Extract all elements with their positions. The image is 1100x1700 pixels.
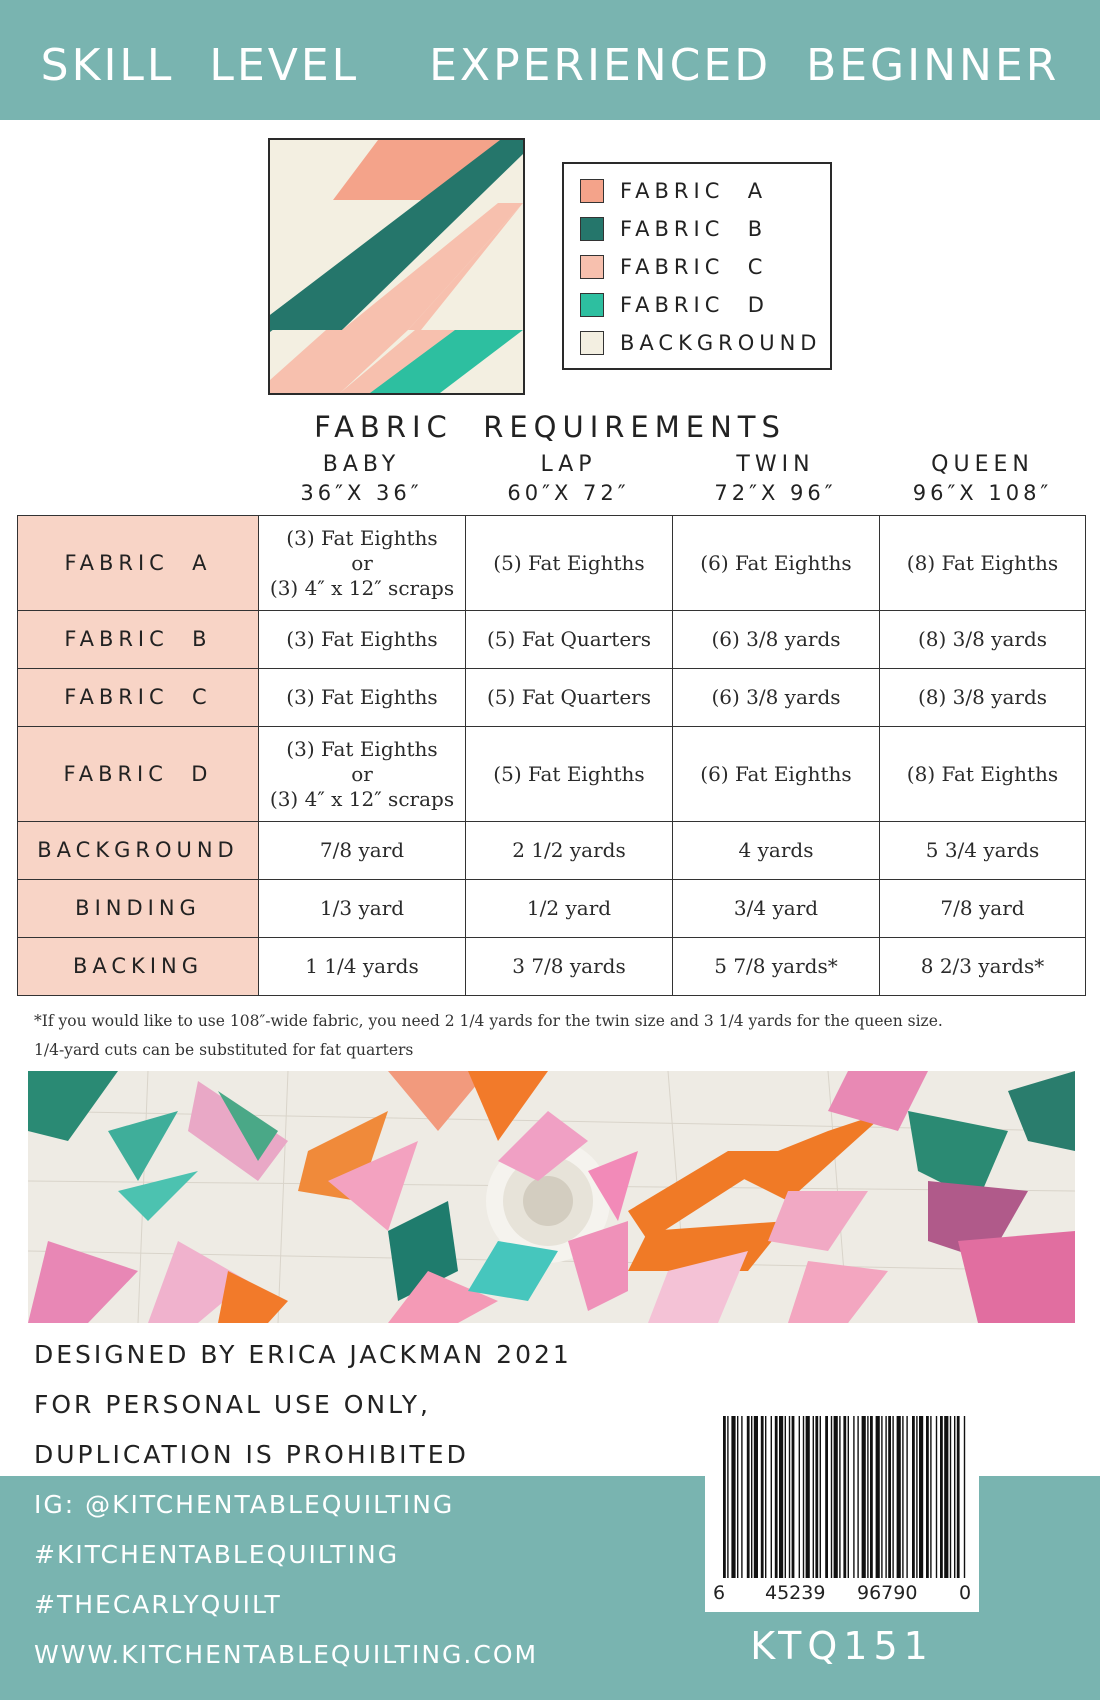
quilt-photo bbox=[28, 1071, 1075, 1323]
table-cell: 4 yards bbox=[673, 822, 880, 880]
barcode-bar bbox=[870, 1416, 873, 1578]
legend-label: BACKGROUND bbox=[620, 331, 822, 355]
barcode-bar bbox=[820, 1416, 821, 1578]
table-row bbox=[18, 938, 1086, 996]
fabric-requirements-title: FABRIC REQUIREMENTS bbox=[314, 410, 786, 444]
barcode-bar bbox=[964, 1416, 965, 1578]
table-body bbox=[18, 516, 1086, 996]
size-dimensions: 96″X 108″ bbox=[912, 481, 1053, 505]
barcode-bar bbox=[843, 1416, 846, 1578]
quilt-block-svg bbox=[270, 140, 523, 393]
barcode-digit-group: 6 bbox=[713, 1582, 726, 1604]
barcode-bar bbox=[954, 1416, 955, 1578]
barcode-bar bbox=[957, 1416, 960, 1578]
table-cell: 1 1/4 yards bbox=[259, 938, 466, 996]
table-cell: (3) Fat Eighths or (3) 4″ x 12″ scraps bbox=[259, 516, 466, 611]
legend-label: FABRIC A bbox=[620, 179, 768, 203]
barcode-bar bbox=[940, 1416, 943, 1578]
table-row bbox=[18, 669, 1086, 727]
table-cell: 8 2/3 yards* bbox=[880, 938, 1086, 996]
barcode-bar bbox=[950, 1416, 951, 1578]
duplication-notice: DUPLICATION IS PROHIBITED bbox=[34, 1440, 469, 1469]
row-header: FABRIC C bbox=[18, 669, 259, 727]
row-header: FABRIC A bbox=[18, 516, 259, 611]
table-cell: (8) 3/8 yards bbox=[880, 611, 1086, 669]
barcode-bar bbox=[737, 1416, 738, 1578]
table-cell: (5) Fat Eighths bbox=[466, 516, 673, 611]
barcode-bar bbox=[897, 1416, 901, 1578]
hashtag-kitchentablequilting: #KITCHENTABLEQUILTING bbox=[34, 1540, 400, 1569]
table-cell: (6) 3/8 yards bbox=[673, 669, 880, 727]
legend-swatch bbox=[580, 293, 604, 317]
size-dimensions: 36″X 36″ bbox=[300, 481, 423, 505]
header-band bbox=[0, 0, 1100, 120]
table-cell: 1/3 yard bbox=[259, 880, 466, 938]
barcode-digit-group: 96790 bbox=[857, 1582, 918, 1604]
row-header: FABRIC B bbox=[18, 611, 259, 669]
size-dimensions: 60″X 72″ bbox=[507, 481, 630, 505]
legend-item-fabric-d bbox=[580, 292, 769, 318]
barcode-digit-group: 45239 bbox=[765, 1582, 826, 1604]
size-header-queen bbox=[879, 452, 1086, 505]
table-row bbox=[18, 822, 1086, 880]
quilt-photo-svg bbox=[28, 1071, 1075, 1323]
size-name: BABY bbox=[322, 452, 401, 477]
barcode-bar bbox=[761, 1416, 764, 1578]
legend-swatch bbox=[580, 179, 604, 203]
row-header: BINDING bbox=[18, 880, 259, 938]
table-cell: (6) Fat Eighths bbox=[673, 516, 880, 611]
table-cell: (3) Fat Eighths bbox=[259, 611, 466, 669]
table-cell: (6) 3/8 yards bbox=[673, 611, 880, 669]
backing-footnote: *If you would like to use 108″-wide fabric, you need 2 1/4 yards for the twin size and 3 1/4 yards for the queen size. bbox=[34, 1012, 943, 1030]
barcode-bar bbox=[885, 1416, 886, 1578]
barcode-bar bbox=[765, 1416, 766, 1578]
fabric-legend bbox=[562, 162, 832, 370]
table-cell: 3/4 yard bbox=[673, 880, 880, 938]
barcode-bar bbox=[747, 1416, 750, 1578]
fabric-requirements-table bbox=[17, 515, 1086, 996]
table-cell: 7/8 yard bbox=[259, 822, 466, 880]
barcode-bar bbox=[751, 1416, 752, 1578]
legend-label: FABRIC C bbox=[620, 255, 768, 279]
barcode-bar bbox=[834, 1416, 838, 1578]
barcode-bar bbox=[888, 1416, 891, 1578]
row-header: BACKING bbox=[18, 938, 259, 996]
table-row bbox=[18, 516, 1086, 611]
legend-label: FABRIC B bbox=[620, 217, 768, 241]
table-cell: 5 3/4 yards bbox=[880, 822, 1086, 880]
size-name: LAP bbox=[540, 452, 597, 477]
table-cell: 5 7/8 yards* bbox=[673, 938, 880, 996]
barcode-bar bbox=[771, 1416, 772, 1578]
legend-swatch bbox=[580, 217, 604, 241]
barcode-bar bbox=[727, 1416, 728, 1578]
skill-level-title: SKILL LEVEL EXPERIENCED BEGINNER bbox=[40, 40, 1060, 91]
table-cell: (3) Fat Eighths bbox=[259, 669, 466, 727]
table-row bbox=[18, 727, 1086, 822]
legend-item-fabric-b bbox=[580, 216, 767, 242]
barcode-bar bbox=[912, 1416, 915, 1578]
table-cell: (3) Fat Eighths or (3) 4″ x 12″ scraps bbox=[259, 727, 466, 822]
hashtag-thecarlyquilt: #THECARLYQUILT bbox=[34, 1590, 282, 1619]
row-header: BACKGROUND bbox=[18, 822, 259, 880]
barcode-bar bbox=[799, 1416, 800, 1578]
barcode-bar bbox=[806, 1416, 810, 1578]
legend-item-fabric-c bbox=[580, 254, 767, 280]
barcode-bar bbox=[926, 1416, 929, 1578]
barcode-bar bbox=[862, 1416, 866, 1578]
table-cell: 1/2 yard bbox=[466, 880, 673, 938]
legend-label: FABRIC D bbox=[620, 293, 769, 317]
table-cell: (8) Fat Eighths bbox=[880, 727, 1086, 822]
barcode-bar bbox=[779, 1416, 783, 1578]
barcode-bar bbox=[813, 1416, 814, 1578]
barcode-bars bbox=[705, 1402, 979, 1582]
barcode-bar bbox=[825, 1416, 828, 1578]
barcode-digits bbox=[705, 1582, 979, 1606]
barcode-bar bbox=[831, 1416, 832, 1578]
barcode-bar bbox=[936, 1416, 937, 1578]
table-cell: (6) Fat Eighths bbox=[673, 727, 880, 822]
quilt-block-illustration bbox=[268, 138, 525, 395]
barcode-bar bbox=[803, 1416, 804, 1578]
barcode-bar bbox=[916, 1416, 917, 1578]
barcode-bar bbox=[792, 1416, 795, 1578]
legend-swatch bbox=[580, 255, 604, 279]
table-cell: 2 1/2 yards bbox=[466, 822, 673, 880]
size-dimensions: 72″X 96″ bbox=[714, 481, 837, 505]
barcode-bar bbox=[848, 1416, 849, 1578]
barcode-digit-group: 0 bbox=[959, 1582, 972, 1604]
size-header-baby bbox=[258, 452, 465, 505]
product-sku: KTQ151 bbox=[750, 1624, 934, 1668]
size-header-lap bbox=[465, 452, 672, 505]
table-cell: (8) Fat Eighths bbox=[880, 516, 1086, 611]
table-row bbox=[18, 880, 1086, 938]
table-cell: (5) Fat Quarters bbox=[466, 611, 673, 669]
legend-swatch bbox=[580, 331, 604, 355]
table-row bbox=[18, 611, 1086, 669]
table-cell: (5) Fat Quarters bbox=[466, 669, 673, 727]
barcode-bar bbox=[785, 1416, 786, 1578]
barcode-bar bbox=[930, 1416, 931, 1578]
size-name: QUEEN bbox=[931, 452, 1034, 477]
size-header-twin bbox=[672, 452, 879, 505]
barcode-bar bbox=[902, 1416, 903, 1578]
table-cell: 7/8 yard bbox=[880, 880, 1086, 938]
barcode-bar bbox=[906, 1416, 907, 1578]
designer-credit: DESIGNED BY ERICA JACKMAN 2021 bbox=[34, 1340, 572, 1369]
website-url: WWW.KITCHENTABLEQUILTING.COM bbox=[34, 1640, 539, 1669]
table-cell: (8) 3/8 yards bbox=[880, 669, 1086, 727]
barcode-bar bbox=[944, 1416, 948, 1578]
table-cell: (5) Fat Eighths bbox=[466, 727, 673, 822]
barcode-bar bbox=[876, 1416, 880, 1578]
barcode-bar bbox=[867, 1416, 868, 1578]
barcode-bar bbox=[741, 1416, 742, 1578]
barcode-bar bbox=[731, 1416, 735, 1578]
barcode-bar bbox=[789, 1416, 790, 1578]
legend-item-background bbox=[580, 330, 821, 356]
fat-quarter-note: 1/4-yard cuts can be substituted for fat quarters bbox=[34, 1041, 414, 1059]
personal-use-notice: FOR PERSONAL USE ONLY, bbox=[34, 1390, 431, 1419]
barcode-bar bbox=[775, 1416, 778, 1578]
barcode-bar bbox=[853, 1416, 854, 1578]
table-cell: 3 7/8 yards bbox=[466, 938, 673, 996]
barcode bbox=[705, 1402, 979, 1612]
barcode-bar bbox=[723, 1416, 726, 1578]
barcode-bar bbox=[857, 1416, 858, 1578]
legend-item-fabric-a bbox=[580, 178, 767, 204]
row-header: FABRIC D bbox=[18, 727, 259, 822]
barcode-bar bbox=[839, 1416, 840, 1578]
barcode-bar bbox=[919, 1416, 923, 1578]
barcode-bar bbox=[754, 1416, 758, 1578]
size-name: TWIN bbox=[736, 452, 815, 477]
barcode-bar bbox=[892, 1416, 893, 1578]
instagram-handle: IG: @KITCHENTABLEQUILTING bbox=[34, 1490, 455, 1519]
barcode-bar bbox=[881, 1416, 882, 1578]
barcode-bar bbox=[815, 1416, 818, 1578]
